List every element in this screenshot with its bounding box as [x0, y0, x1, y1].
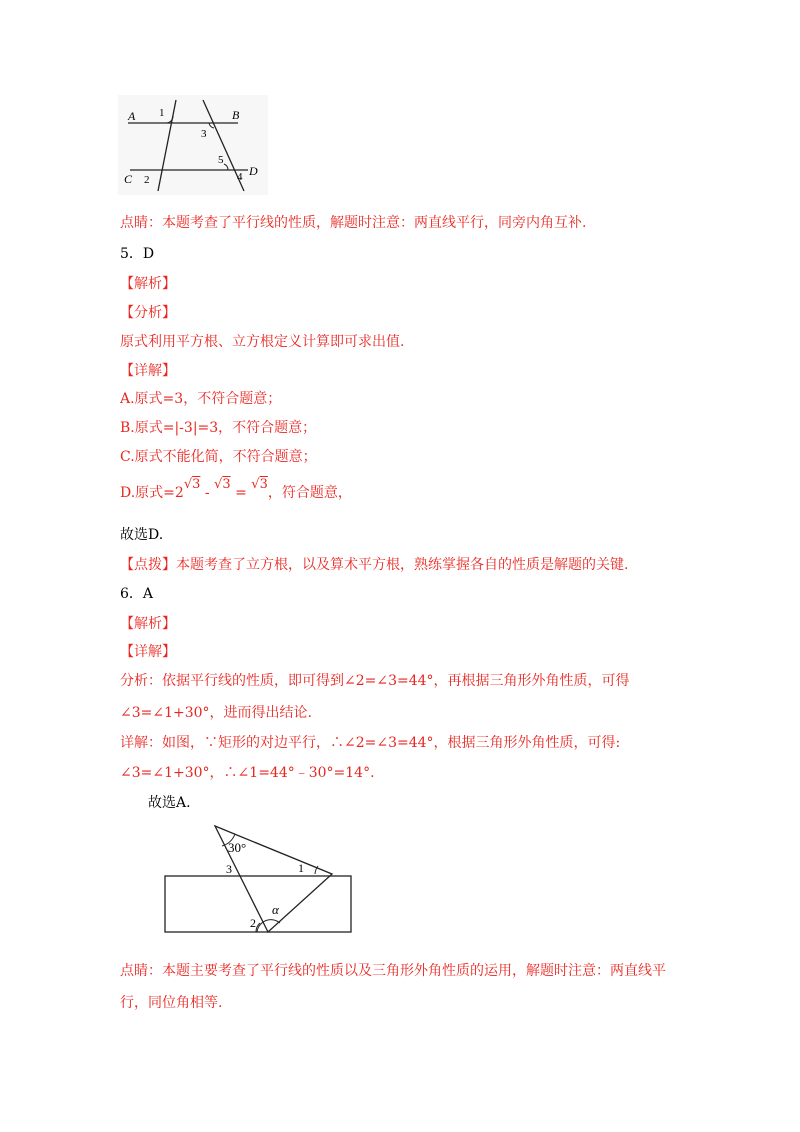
label-d: D — [249, 164, 258, 178]
section-xiangjie: 【详解】 — [120, 363, 176, 379]
option-d-suffix: ，符合题意， — [267, 485, 352, 501]
parallel-lines-figure — [118, 95, 268, 195]
choose-d: 故选D. — [120, 527, 164, 543]
label-a: A — [128, 109, 136, 123]
answer-5: 5．D — [120, 246, 155, 262]
section-fenxi: 【分析】 — [120, 305, 176, 321]
sqrt-3-c: √3 — [251, 477, 268, 492]
label-3: 3 — [201, 128, 207, 140]
answer-6: 6．A — [120, 586, 154, 602]
choose-a: 故选A. — [148, 795, 191, 811]
option-d-prefix: D.原式=2 — [120, 485, 184, 501]
note-6-cont: 行，同位角相等. — [120, 995, 223, 1011]
analysis-6-cont: ∠3=∠1+30°，进而得出结论. — [120, 705, 313, 721]
label-2: 2 — [144, 174, 150, 186]
section-xiangjie-2: 【详解】 — [120, 644, 176, 660]
note-6: 点睛：本题主要考查了平行线的性质以及三角形外角性质的运用，解题时注意：两直线平 — [120, 963, 666, 979]
label-1: 1 — [159, 107, 165, 119]
label-c: C — [124, 172, 133, 186]
analysis-text: 原式利用平方根、立方根定义计算即可求出值. — [120, 334, 405, 350]
detail-6: 详解：如图，∵矩形的对边平行，∴∠2=∠3=44°，根据三角形外角性质，可得: — [120, 735, 621, 751]
label-3-fig2: 3 — [226, 862, 232, 876]
minus-sign: - — [204, 485, 210, 501]
label-1-fig2: 1 — [298, 861, 304, 875]
section-jiexi-2: 【解析】 — [120, 616, 176, 632]
sqrt-3-b: √3 — [214, 477, 231, 492]
triangle-rectangle-figure — [160, 822, 360, 937]
label-4: 4 — [237, 171, 243, 183]
note-line: 点睛：本题考查了平行线的性质，解题时注意：两直线平行，同旁内角互补. — [120, 215, 587, 231]
label-b: B — [232, 108, 240, 122]
option-d — [120, 477, 352, 504]
option-a: A.原式=3，不符合题意； — [120, 391, 282, 407]
label-5: 5 — [218, 154, 224, 166]
label-30-degrees: 30° — [228, 840, 247, 855]
label-alpha: α — [272, 902, 279, 917]
option-c: C.原式不能化简，不符合题意； — [120, 449, 317, 465]
option-b: B.原式=|-3|=3，不符合题意； — [120, 420, 317, 436]
dianbo-note: 【点拨】本题考查了立方根，以及算术平方根，熟练掌握各自的性质是解题的关键. — [120, 557, 629, 573]
analysis-6: 分析：依据平行线的性质，即可得到∠2=∠3=44°，再根据三角形外角性质，可得 — [120, 673, 630, 689]
label-2-fig2: 2 — [250, 916, 256, 930]
detail-6-cont: ∠3=∠1+30°，∴∠1=44°﹣30°=14°. — [120, 765, 375, 781]
sqrt-3-a: √3 — [183, 477, 201, 492]
section-jiexi: 【解析】 — [120, 276, 176, 292]
equals-sign: = — [235, 485, 247, 501]
